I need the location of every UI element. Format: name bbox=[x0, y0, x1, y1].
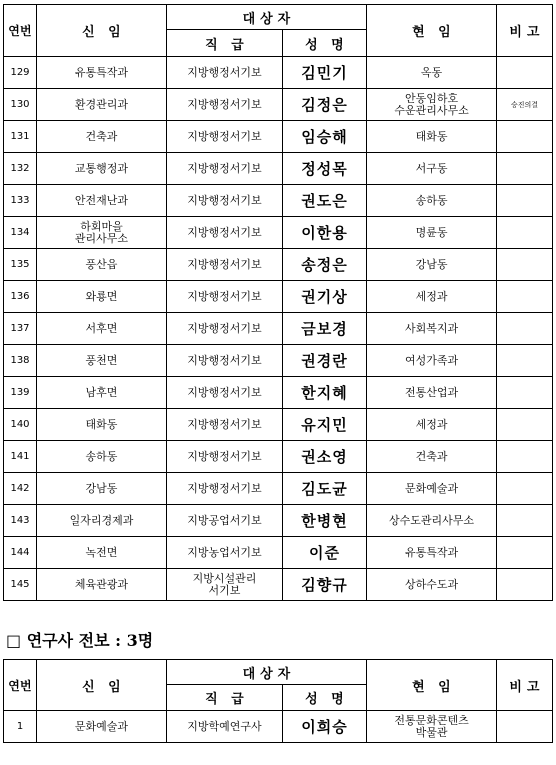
new-post-cell: 녹전면 bbox=[37, 537, 167, 569]
current-post-cell: 건축과 bbox=[367, 441, 497, 473]
name-cell: 김정은 bbox=[283, 89, 367, 121]
header-target: 대 상 자 bbox=[167, 660, 367, 685]
grade-cell: 지방행정서기보 bbox=[167, 377, 283, 409]
new-post-cell: 서후면 bbox=[37, 313, 167, 345]
name-cell: 김민기 bbox=[283, 57, 367, 89]
personnel-table-1 bbox=[3, 4, 553, 601]
new-post-cell: 태화동 bbox=[37, 409, 167, 441]
current-post-cell: 송하동 bbox=[367, 185, 497, 217]
grade-cell: 지방행정서기보 bbox=[167, 441, 283, 473]
table-row bbox=[4, 121, 553, 153]
current-post-cell: 명륜동 bbox=[367, 217, 497, 249]
grade-cell: 지방행정서기보 bbox=[167, 57, 283, 89]
seq-cell: 144 bbox=[4, 537, 37, 569]
new-post-cell: 송하동 bbox=[37, 441, 167, 473]
new-post-cell: 일자리경제과 bbox=[37, 505, 167, 537]
seq-cell: 138 bbox=[4, 345, 37, 377]
new-post-cell: 문화예술과 bbox=[37, 711, 167, 743]
header-name: 성 명 bbox=[283, 685, 367, 711]
header-seq: 연번 bbox=[4, 5, 37, 57]
note-cell bbox=[497, 217, 553, 249]
grade-cell: 지방행정서기보 bbox=[167, 313, 283, 345]
table-row bbox=[4, 569, 553, 601]
current-post-cell: 상하수도과 bbox=[367, 569, 497, 601]
note-cell bbox=[497, 57, 553, 89]
seq-cell: 130 bbox=[4, 89, 37, 121]
new-post-cell: 강남동 bbox=[37, 473, 167, 505]
new-post-cell: 교통행정과 bbox=[37, 153, 167, 185]
name-cell: 이희승 bbox=[283, 711, 367, 743]
note-cell bbox=[497, 345, 553, 377]
name-cell: 한병현 bbox=[283, 505, 367, 537]
grade-cell: 지방행정서기보 bbox=[167, 121, 283, 153]
current-post-cell: 전통산업과 bbox=[367, 377, 497, 409]
grade-cell: 지방행정서기보 bbox=[167, 409, 283, 441]
section-title: □ 연구사 전보 : 3명 bbox=[6, 631, 154, 650]
name-cell: 이준 bbox=[283, 537, 367, 569]
header-seq: 연번 bbox=[4, 660, 37, 711]
grade-cell: 지방행정서기보 bbox=[167, 249, 283, 281]
note-cell bbox=[497, 505, 553, 537]
current-post-cell: 안동임하호 수운관리사무소 bbox=[367, 89, 497, 121]
note-cell bbox=[497, 153, 553, 185]
grade-cell: 지방행정서기보 bbox=[167, 153, 283, 185]
grade-cell: 지방공업서기보 bbox=[167, 505, 283, 537]
table-row bbox=[4, 537, 553, 569]
seq-cell: 129 bbox=[4, 57, 37, 89]
name-cell: 김도균 bbox=[283, 473, 367, 505]
new-post-cell: 안전재난과 bbox=[37, 185, 167, 217]
grade-cell: 지방행정서기보 bbox=[167, 185, 283, 217]
grade-cell: 지방농업서기보 bbox=[167, 537, 283, 569]
header-note: 비 고 bbox=[497, 660, 553, 711]
note-cell bbox=[497, 537, 553, 569]
table-row bbox=[4, 185, 553, 217]
note-cell bbox=[497, 249, 553, 281]
note-cell bbox=[497, 185, 553, 217]
seq-cell: 137 bbox=[4, 313, 37, 345]
name-cell: 송정은 bbox=[283, 249, 367, 281]
seq-cell: 1 bbox=[4, 711, 37, 743]
header-current-post: 현 임 bbox=[367, 660, 497, 711]
table-row bbox=[4, 89, 553, 121]
table-row bbox=[4, 345, 553, 377]
seq-cell: 132 bbox=[4, 153, 37, 185]
header-current-post: 현 임 bbox=[367, 5, 497, 57]
header-grade: 직 급 bbox=[167, 685, 283, 711]
new-post-cell: 하회마을 관리사무소 bbox=[37, 217, 167, 249]
table-row bbox=[4, 249, 553, 281]
new-post-cell: 체육관광과 bbox=[37, 569, 167, 601]
grade-cell: 지방학예연구사 bbox=[167, 711, 283, 743]
current-post-cell: 서구동 bbox=[367, 153, 497, 185]
current-post-cell: 전통문화콘텐츠 박물관 bbox=[367, 711, 497, 743]
note-cell bbox=[497, 409, 553, 441]
seq-cell: 140 bbox=[4, 409, 37, 441]
current-post-cell: 태화동 bbox=[367, 121, 497, 153]
current-post-cell: 사회복지과 bbox=[367, 313, 497, 345]
note-cell bbox=[497, 441, 553, 473]
table-row bbox=[4, 505, 553, 537]
grade-cell: 지방행정서기보 bbox=[167, 345, 283, 377]
grade-cell: 지방행정서기보 bbox=[167, 281, 283, 313]
note-cell bbox=[497, 121, 553, 153]
current-post-cell: 세정과 bbox=[367, 409, 497, 441]
grade-cell: 지방행정서기보 bbox=[167, 217, 283, 249]
header-grade: 직 급 bbox=[167, 30, 283, 57]
name-cell: 권경란 bbox=[283, 345, 367, 377]
personnel-table-2 bbox=[3, 659, 553, 743]
header-new-post: 신 임 bbox=[37, 5, 167, 57]
seq-cell: 133 bbox=[4, 185, 37, 217]
note-cell: 승진의결 bbox=[497, 89, 553, 121]
grade-cell: 지방행정서기보 bbox=[167, 473, 283, 505]
seq-cell: 143 bbox=[4, 505, 37, 537]
table-row bbox=[4, 711, 553, 743]
table-row bbox=[4, 57, 553, 89]
note-cell bbox=[497, 377, 553, 409]
header-note: 비 고 bbox=[497, 5, 553, 57]
current-post-cell: 세정과 bbox=[367, 281, 497, 313]
name-cell: 김향규 bbox=[283, 569, 367, 601]
seq-cell: 136 bbox=[4, 281, 37, 313]
current-post-cell: 유통특작과 bbox=[367, 537, 497, 569]
current-post-cell: 옥동 bbox=[367, 57, 497, 89]
current-post-cell: 상수도관리사무소 bbox=[367, 505, 497, 537]
note-cell bbox=[497, 281, 553, 313]
seq-cell: 142 bbox=[4, 473, 37, 505]
table-row bbox=[4, 313, 553, 345]
note-cell bbox=[497, 711, 553, 743]
current-post-cell: 문화예술과 bbox=[367, 473, 497, 505]
new-post-cell: 와룡면 bbox=[37, 281, 167, 313]
new-post-cell: 풍산읍 bbox=[37, 249, 167, 281]
name-cell: 유지민 bbox=[283, 409, 367, 441]
header-target: 대 상 자 bbox=[167, 5, 367, 30]
name-cell: 한지혜 bbox=[283, 377, 367, 409]
note-cell bbox=[497, 569, 553, 601]
table-row bbox=[4, 153, 553, 185]
grade-cell: 지방시설관리 서기보 bbox=[167, 569, 283, 601]
seq-cell: 145 bbox=[4, 569, 37, 601]
table-row bbox=[4, 473, 553, 505]
note-cell bbox=[497, 473, 553, 505]
seq-cell: 141 bbox=[4, 441, 37, 473]
table-row bbox=[4, 217, 553, 249]
new-post-cell: 남후면 bbox=[37, 377, 167, 409]
table-row bbox=[4, 409, 553, 441]
note-cell bbox=[497, 313, 553, 345]
new-post-cell: 풍천면 bbox=[37, 345, 167, 377]
name-cell: 정성목 bbox=[283, 153, 367, 185]
name-cell: 금보경 bbox=[283, 313, 367, 345]
seq-cell: 131 bbox=[4, 121, 37, 153]
name-cell: 임승해 bbox=[283, 121, 367, 153]
current-post-cell: 강남동 bbox=[367, 249, 497, 281]
seq-cell: 139 bbox=[4, 377, 37, 409]
name-cell: 권소영 bbox=[283, 441, 367, 473]
table-row bbox=[4, 377, 553, 409]
new-post-cell: 환경관리과 bbox=[37, 89, 167, 121]
name-cell: 권기상 bbox=[283, 281, 367, 313]
table-row bbox=[4, 441, 553, 473]
new-post-cell: 유통특작과 bbox=[37, 57, 167, 89]
current-post-cell: 여성가족과 bbox=[367, 345, 497, 377]
name-cell: 권도은 bbox=[283, 185, 367, 217]
header-new-post: 신 임 bbox=[37, 660, 167, 711]
grade-cell: 지방행정서기보 bbox=[167, 89, 283, 121]
name-cell: 이한용 bbox=[283, 217, 367, 249]
header-name: 성 명 bbox=[283, 30, 367, 57]
seq-cell: 135 bbox=[4, 249, 37, 281]
new-post-cell: 건축과 bbox=[37, 121, 167, 153]
table-row bbox=[4, 281, 553, 313]
seq-cell: 134 bbox=[4, 217, 37, 249]
